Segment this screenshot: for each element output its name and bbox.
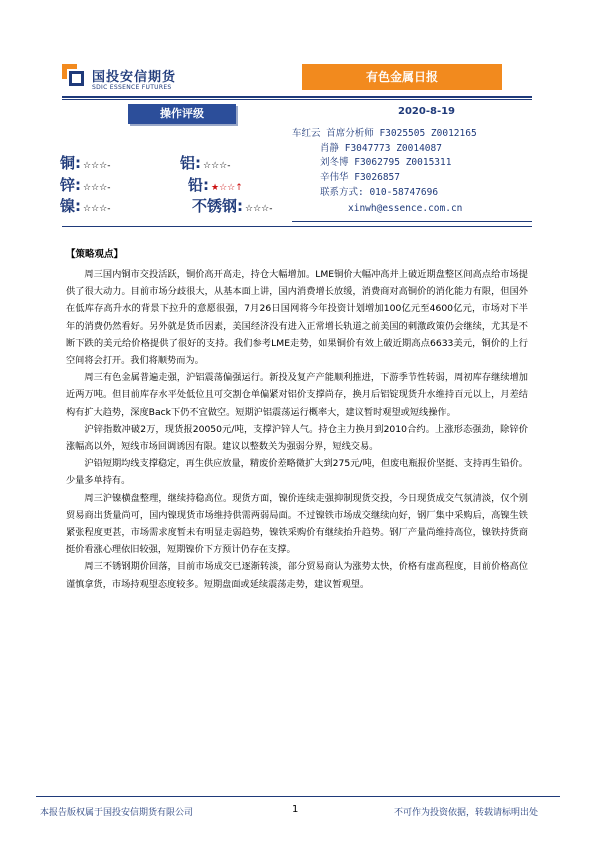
paragraph-lead: 沪铅短期均线支撑稳定，再生供应放量，精废价差略微扩大到275元/吨，但废电瓶报价坚挺、支持再生铅价。少量多单持有。	[66, 458, 528, 487]
analyst-line: 肖静 F3047773 Z0014087	[320, 143, 442, 154]
contact-email: xinwh@essence.com.cn	[348, 203, 463, 214]
strategy-section-title: 【策略观点】	[66, 249, 124, 260]
header-divider-thin	[62, 99, 532, 100]
rating-stainless-steel	[192, 195, 272, 216]
rating-metal-name: 铅:	[188, 176, 209, 194]
strategy-body	[66, 266, 528, 593]
rating-zinc	[60, 174, 110, 195]
paragraph-copper: 周三国内铜市交投活跃，铜价高开高走，持仓大幅增加。LME铜价大幅冲高并上破近期盘整区间高点给市场提供了很大动力。目前市场分歧很大，从基本面上讲，国内消费增长放缓，消费商对高铜价的消化能力有限，但国外在低库存高升水的背景下拉升的意愿很强，7月26日国网将今年投资计划增加100亿元至4600亿元，市场对下半年的消费仍然看好。另外就是货币因素，美国经济没有进入正常增长轨道之前美国的刺激政策仍会继续，尤其是不断下跌的美元给价格提供了很好的支持。我们参考LME走势，如果铜价有效上破近期高点6633美元，铜价的上行空间将会打开。我们将顺势而为。	[66, 269, 528, 367]
rating-metal-name: 不锈钢:	[192, 197, 243, 215]
page-number: 1	[292, 804, 299, 815]
rating-metal-name: 铝:	[180, 154, 201, 172]
rating-aluminum	[180, 152, 230, 173]
rating-stars: ★☆☆↑	[211, 183, 243, 193]
rating-metal-name: 镍:	[60, 197, 81, 215]
rating-metal-name: 铜:	[60, 154, 81, 172]
rating-nickel	[60, 195, 110, 216]
rating-stars: ☆☆☆-	[83, 161, 111, 171]
logo-company-name-en: SDIC ESSENCE FUTURES	[92, 84, 172, 91]
paragraph-aluminum: 周三有色金属普遍走强，沪铝震荡偏强运行。新投及复产产能顺利推进，下游季节性转弱，周初库存继续增加近两万吨。但目前库存水平处低位且可交割仓单偏紧对铝价支撑尚存，换月后铝锭现货升水维持百元以上，月差结构有扩大趋势，深度Back下仍不宜做空。短期沪铝震荡运行概率大，建议暂时观望或短线操作。	[66, 372, 528, 418]
company-logo-icon	[62, 64, 86, 88]
header-divider	[62, 96, 532, 98]
paragraph-nickel: 周三沪镍横盘整理，继续持稳高位。现货方面，镍价连续走强抑制现货交投，今日现货成交气氛清淡，仅个别贸易商出货量尚可，国内镍现货市场维持供需两弱局面。不过镍铁市场成交继续向好，钢厂集中采购后，高镍生铁紧张程度更甚，市场需求度暂未有明显走弱趋势，镍铁采购价有继续抬升趋势。钢厂产量尚维持高位，镍铁持货商挺价看涨心理依旧较强，短期镍价下方预计仍存在支撑。	[66, 492, 528, 556]
footer-copyright: 本报告版权属于国投安信期货有限公司	[40, 808, 194, 818]
rating-stars: ☆☆☆-	[83, 204, 111, 214]
rating-lead	[188, 174, 243, 195]
contact-phone: 联系方式: 010-58747696	[320, 187, 439, 198]
report-type-banner: 有色金属日报	[302, 64, 502, 90]
rating-stars: ☆☆☆-	[203, 161, 231, 171]
report-date: 2020-8-19	[398, 106, 456, 117]
rating-stars: ☆☆☆-	[83, 183, 111, 193]
analyst-line: 车红云 首席分析师 F3025505 Z0012165	[292, 128, 477, 139]
paragraph-stainless-steel: 周三不锈钢期价回落，目前市场成交已逐渐转淡，部分贸易商认为涨势太快，价格有虚高程度，目前价格高位谨慎拿货，市场持观望态度较多。短期盘面或延续震荡走势，建议暂观望。	[66, 561, 528, 590]
footer-divider	[36, 796, 560, 797]
analyst-line: 刘冬博 F3062795 Z0015311	[320, 157, 452, 168]
paragraph-zinc: 沪锌指数冲破2万，现货报20050元/吨，支撑沪锌人气。持仓主力换月到2010合约。上涨形态强劲，除锌价涨幅高以外，短线市场回调诱因有限。建议以整数关为强弱分界，短线交易。	[66, 423, 528, 453]
rating-stars: ☆☆☆-	[245, 204, 273, 214]
rating-metal-name: 锌:	[60, 176, 81, 194]
section-divider	[62, 226, 532, 227]
logo-company-name: 国投安信期货	[92, 70, 177, 85]
rating-copper	[60, 152, 110, 173]
footer-disclaimer: 不可作为投资依据，转载请标明出处	[394, 808, 539, 818]
contact-divider	[292, 221, 532, 222]
rating-section-title: 操作评级	[128, 104, 236, 124]
analyst-line: 辛伟华 F3026857	[320, 172, 400, 183]
